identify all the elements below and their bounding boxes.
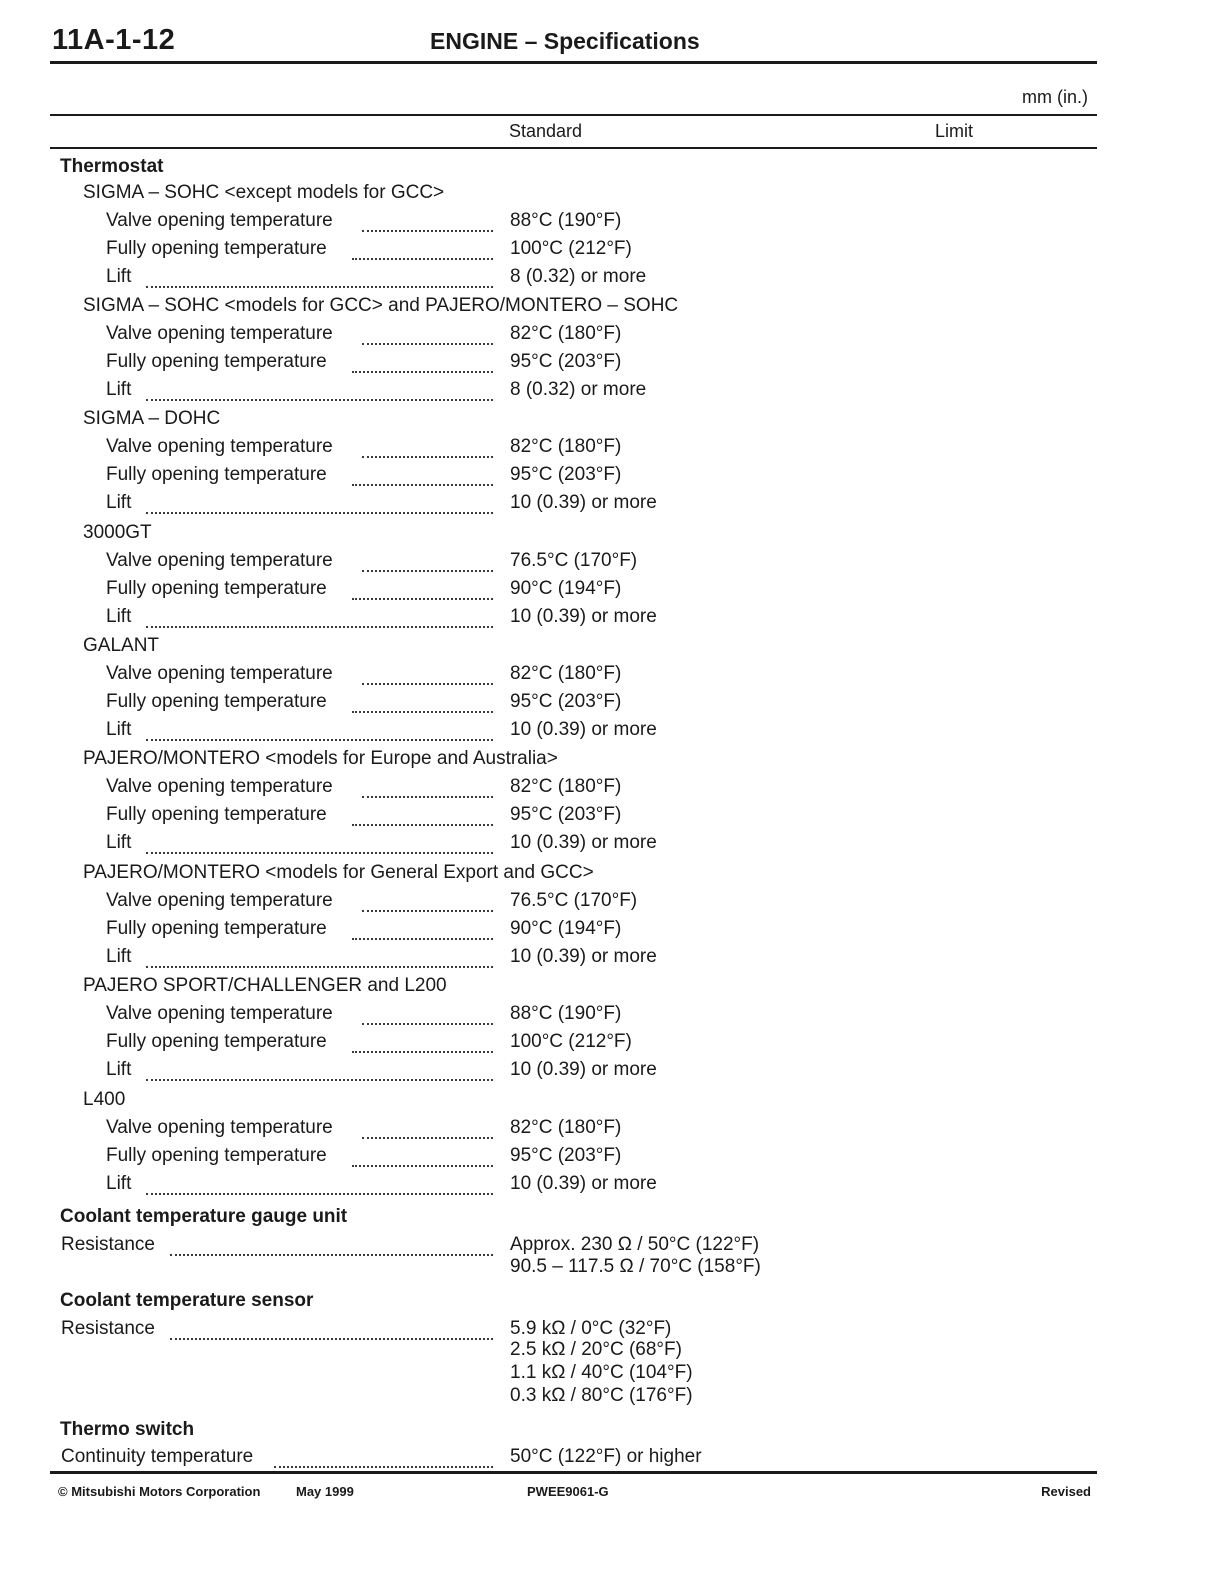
leader-dots (352, 468, 493, 486)
spec-value: 10 (0.39) or more (510, 1173, 657, 1194)
leader-dots (352, 695, 493, 713)
spec-row (0, 1145, 1222, 1169)
spec-value: 95°C (203°F) (510, 804, 622, 825)
leader-dots (146, 950, 493, 968)
leader-dots (146, 383, 493, 401)
spec-row (0, 946, 1222, 970)
page-title: ENGINE – Specifications (430, 28, 700, 54)
spec-row (0, 719, 1222, 743)
spec-label: Lift (106, 1059, 132, 1080)
column-header-limit: Limit (935, 121, 974, 141)
group-title: GALANT (83, 635, 160, 656)
spec-label: Lift (106, 719, 132, 740)
spec-row (0, 832, 1222, 856)
spec-value: 82°C (180°F) (510, 436, 622, 457)
spec-row (0, 776, 1222, 800)
column-header-rule (50, 147, 1097, 149)
gauge-unit-resistance-row (0, 1234, 1222, 1258)
spec-value: 88°C (190°F) (510, 1003, 622, 1024)
spec-row (0, 266, 1222, 290)
spec-label: Fully opening temperature (106, 804, 327, 825)
spec-row (0, 379, 1222, 403)
spec-value: 10 (0.39) or more (510, 1059, 657, 1080)
spec-row (0, 323, 1222, 347)
gauge-unit-title: Coolant temperature gauge unit (60, 1206, 348, 1227)
group-title: SIGMA – DOHC (83, 408, 221, 429)
spec-label: Continuity temperature (61, 1446, 254, 1467)
spec-value: 10 (0.39) or more (510, 946, 657, 967)
leader-dots (352, 922, 493, 940)
spec-label: Valve opening temperature (106, 1003, 333, 1024)
sensor-value-4: 0.3 kΩ / 80°C (176°F) (510, 1385, 693, 1406)
leader-dots (146, 270, 493, 288)
footer-rule (50, 1471, 1097, 1474)
group-title: SIGMA – SOHC <models for GCC> and PAJERO/MONTERO – SOHC (83, 295, 679, 316)
spec-row (0, 1003, 1222, 1027)
leader-dots (352, 242, 493, 260)
spec-label: Lift (106, 266, 132, 287)
spec-value: 8 (0.32) or more (510, 379, 647, 400)
footer-copyright: © Mitsubishi Motors Corporation (58, 1484, 261, 1499)
spec-row (0, 1117, 1222, 1141)
spec-label: Fully opening temperature (106, 351, 327, 372)
leader-dots (362, 667, 493, 685)
leader-dots (362, 214, 493, 232)
spec-value: 82°C (180°F) (510, 323, 622, 344)
spec-label: Fully opening temperature (106, 464, 327, 485)
units-label: mm (in.) (1022, 87, 1088, 107)
spec-label: Lift (106, 832, 132, 853)
leader-dots (362, 554, 493, 572)
spec-row (0, 492, 1222, 516)
spec-row (0, 804, 1222, 828)
spec-value: 76.5°C (170°F) (510, 550, 638, 571)
spec-row (0, 436, 1222, 460)
leader-dots (146, 610, 493, 628)
spec-value: 95°C (203°F) (510, 351, 622, 372)
column-header-standard: Standard (509, 121, 583, 141)
spec-row (0, 578, 1222, 602)
spec-value: 82°C (180°F) (510, 776, 622, 797)
spec-label: Lift (106, 946, 132, 967)
spec-value: 10 (0.39) or more (510, 832, 657, 853)
spec-label: Valve opening temperature (106, 436, 333, 457)
group-title: PAJERO/MONTERO <models for General Export and GCC> (83, 862, 594, 883)
spec-row (0, 238, 1222, 262)
spec-value: 95°C (203°F) (510, 691, 622, 712)
spec-label: Fully opening temperature (106, 918, 327, 939)
spec-row (0, 606, 1222, 630)
spec-label: Fully opening temperature (106, 1145, 327, 1166)
spec-row (0, 1059, 1222, 1083)
spec-row (0, 918, 1222, 942)
spec-value: 10 (0.39) or more (510, 719, 657, 740)
leader-dots (362, 894, 493, 912)
leader-dots (146, 496, 493, 514)
spec-label: Valve opening temperature (106, 550, 333, 571)
spec-value: 95°C (203°F) (510, 464, 622, 485)
spec-value: 5.9 kΩ / 0°C (32°F) (510, 1318, 672, 1339)
table-top-rule (50, 114, 1097, 116)
spec-value: 10 (0.39) or more (510, 492, 657, 513)
leader-dots (170, 1322, 493, 1340)
leader-dots (352, 808, 493, 826)
spec-label: Fully opening temperature (106, 238, 327, 259)
spec-row (0, 890, 1222, 914)
spec-value: 100°C (212°F) (510, 1031, 632, 1052)
leader-dots (362, 1121, 493, 1139)
spec-label: Valve opening temperature (106, 663, 333, 684)
spec-label: Valve opening temperature (106, 776, 333, 797)
page-number: 11A-1-12 (52, 24, 176, 56)
footer-date: May 1999 (296, 1484, 354, 1499)
spec-row (0, 1031, 1222, 1055)
group-title: PAJERO/MONTERO <models for Europe and Australia> (83, 748, 558, 769)
leader-dots (352, 582, 493, 600)
spec-row (0, 663, 1222, 687)
spec-label: Lift (106, 606, 132, 627)
leader-dots (274, 1450, 493, 1468)
leader-dots (352, 355, 493, 373)
footer-status: Revised (1041, 1484, 1091, 1499)
thermo-switch-row (0, 1446, 1222, 1470)
spec-value: 88°C (190°F) (510, 210, 622, 231)
spec-label: Valve opening temperature (106, 1117, 333, 1138)
spec-value: 82°C (180°F) (510, 663, 622, 684)
spec-label: Lift (106, 379, 132, 400)
spec-row (0, 464, 1222, 488)
leader-dots (170, 1238, 493, 1256)
leader-dots (146, 1063, 493, 1081)
leader-dots (362, 780, 493, 798)
spec-value: 82°C (180°F) (510, 1117, 622, 1138)
leader-dots (146, 1177, 493, 1195)
gauge-unit-value-2: 90.5 – 117.5 Ω / 70°C (158°F) (510, 1256, 761, 1277)
spec-value: 90°C (194°F) (510, 578, 622, 599)
spec-label: Lift (106, 1173, 132, 1194)
spec-label: Fully opening temperature (106, 578, 327, 599)
leader-dots (362, 440, 493, 458)
leader-dots (362, 1007, 493, 1025)
leader-dots (146, 723, 493, 741)
footer-code: PWEE9061-G (527, 1484, 609, 1499)
group-title: L400 (83, 1089, 126, 1110)
thermostat-title: Thermostat (60, 156, 164, 177)
spec-value: 95°C (203°F) (510, 1145, 622, 1166)
group-title: 3000GT (83, 522, 152, 543)
spec-label: Fully opening temperature (106, 1031, 327, 1052)
thermo-switch-title: Thermo switch (60, 1419, 195, 1440)
spec-label: Lift (106, 492, 132, 513)
sensor-value-3: 1.1 kΩ / 40°C (104°F) (510, 1362, 693, 1383)
spec-label: Fully opening temperature (106, 691, 327, 712)
group-title: PAJERO SPORT/CHALLENGER and L200 (83, 975, 447, 996)
leader-dots (362, 327, 493, 345)
header-rule (50, 61, 1097, 64)
spec-row (0, 691, 1222, 715)
spec-value: 76.5°C (170°F) (510, 890, 638, 911)
spec-value: Approx. 230 Ω / 50°C (122°F) (510, 1234, 760, 1255)
spec-label: Resistance (61, 1318, 155, 1339)
spec-value: 10 (0.39) or more (510, 606, 657, 627)
spec-value: 90°C (194°F) (510, 918, 622, 939)
spec-value: 100°C (212°F) (510, 238, 632, 259)
sensor-title: Coolant temperature sensor (60, 1290, 314, 1311)
leader-dots (146, 836, 493, 854)
spec-label: Valve opening temperature (106, 210, 333, 231)
spec-row (0, 550, 1222, 574)
spec-label: Valve opening temperature (106, 890, 333, 911)
leader-dots (352, 1149, 493, 1167)
spec-label: Valve opening temperature (106, 323, 333, 344)
leader-dots (352, 1035, 493, 1053)
sensor-value-2: 2.5 kΩ / 20°C (68°F) (510, 1339, 682, 1360)
spec-row (0, 351, 1222, 375)
group-title: SIGMA – SOHC <except models for GCC> (83, 182, 445, 203)
spec-row (0, 210, 1222, 234)
spec-label: Resistance (61, 1234, 155, 1255)
spec-value: 8 (0.32) or more (510, 266, 647, 287)
spec-value: 50°C (122°F) or higher (510, 1446, 702, 1467)
spec-row (0, 1173, 1222, 1197)
